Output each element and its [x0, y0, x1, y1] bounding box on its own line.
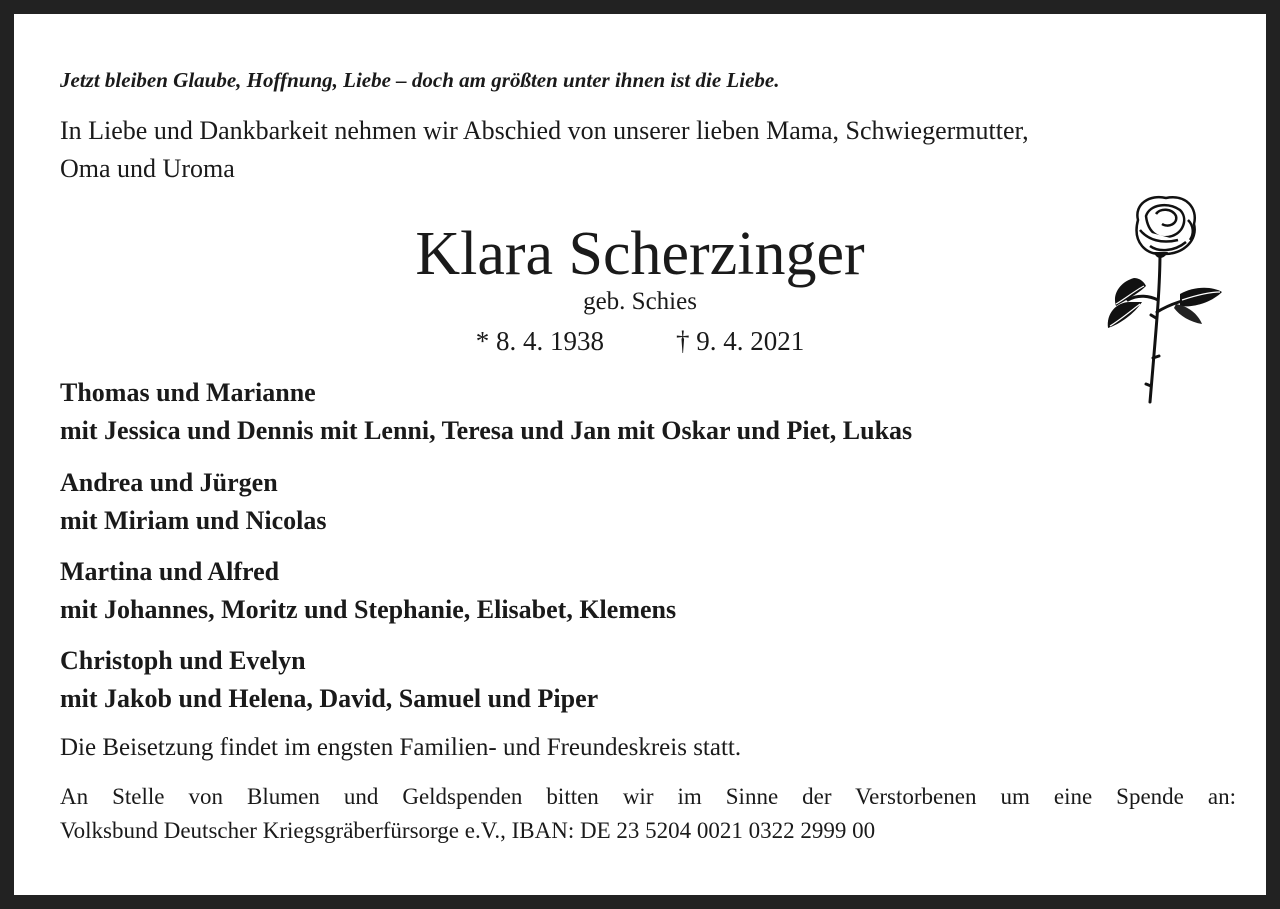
life-dates — [314, 326, 966, 357]
family-children: mit Johannes, Moritz und Stephanie, Elisabet, Klemens — [60, 595, 677, 624]
burial-note: Die Beisetzung findet im engsten Familien- und Freundeskreis statt. — [60, 734, 742, 761]
donation-request: An Stelle von Blumen und Geldspenden bitten wir im Sinne der Verstorbenen um eine Spende an: — [60, 784, 1236, 809]
death-date: † 9. 4. 2021 — [676, 326, 805, 356]
family-group — [60, 642, 598, 718]
rose-icon — [1090, 190, 1230, 406]
maiden-name: geb. Schies — [583, 288, 697, 315]
family-members: Christoph und Evelyn — [60, 646, 306, 675]
family-members: Andrea und Jürgen — [60, 468, 278, 497]
obituary-card — [14, 14, 1266, 895]
motto-quote: Jetzt bleiben Glaube, Hoffnung, Liebe – doch am größten unter ihnen ist die Liebe. — [60, 68, 780, 92]
family-members: Martina und Alfred — [60, 557, 280, 586]
donation-bank-details: Volksbund Deutscher Kriegsgräberfürsorge e.V., IBAN: DE 23 5204 0021 0322 2999 00 — [60, 818, 876, 843]
family-children: mit Jakob und Helena, David, Samuel und Piper — [60, 684, 599, 713]
donation-note — [60, 780, 1236, 848]
deceased-name: Klara Scherzinger — [415, 220, 865, 288]
intro-line: Oma und Uroma — [60, 154, 235, 183]
birth-date: * 8. 4. 1938 — [475, 326, 604, 356]
family-children: mit Jessica und Dennis mit Lenni, Teresa und Jan mit Oskar und Piet, Lukas — [60, 416, 913, 445]
family-group — [60, 374, 912, 450]
intro-text — [60, 112, 1240, 188]
family-group — [60, 464, 327, 540]
intro-line: In Liebe und Dankbarkeit nehmen wir Abschied von unserer lieben Mama, Schwiegermutter, — [60, 116, 1029, 145]
family-group — [60, 553, 676, 629]
family-children: mit Miriam und Nicolas — [60, 506, 327, 535]
family-members: Thomas und Marianne — [60, 378, 316, 407]
